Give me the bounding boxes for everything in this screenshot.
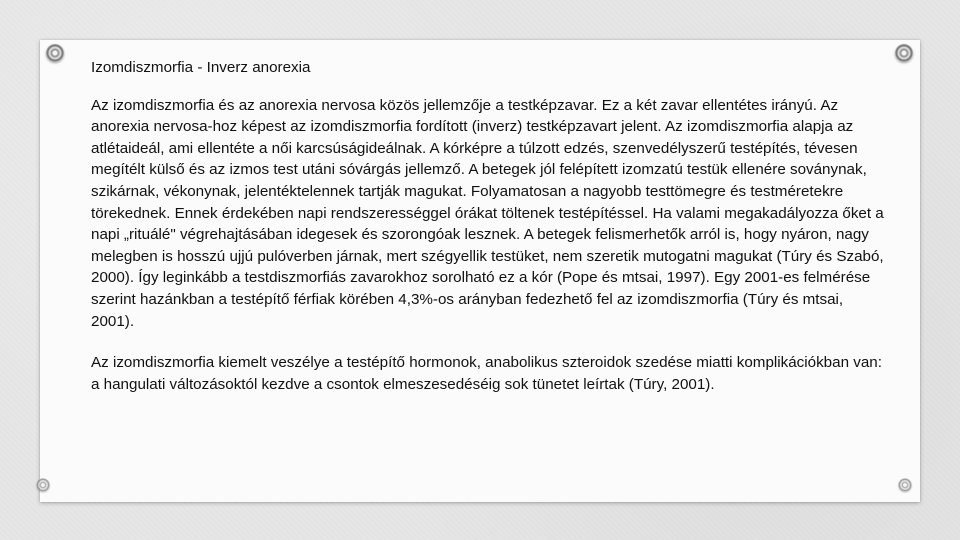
pushpin-icon (898, 478, 912, 492)
body-paragraph-2: Az izomdiszmorfia kiemelt veszélye a testépítő hormonok, anabolikus szteroidok szedése miatti komplikációkban van: a hangulati változásoktól kezdve a csontok elmeszesedéséig sok tünetet leírtak (Túry, 2001). (91, 354, 882, 393)
pushpin-icon (36, 478, 50, 492)
body-paragraph-1: Az izomdiszmorfia és az anorexia nervosa közös jellemzője a testképzavar. Ez a két zavar ellentétes irányú. Az anorexia nervosa-hoz képest az izomdiszmorfia fordított (inverz) testképzavart jelent. Az izomdiszmorfia alapja az atlétaideál, ami ellentéte a női karcsúságideálnak. A kórképre a túlzott edzés, szenvedélyszerű testépítés, tévesen megítélt külső és az izmos test utáni sóvárgás jellemző. A betegek jól felépített izomzatú testük ellenére soványnak, szikárnak, vékonynak, jelentéktelennek tartják magukat. Folyamatosan a nagyobb testtömegre és testméretekre törekednek. Ennek érdekében napi rendszerességgel órákat töltenek testépítéssel. Ha valami megakadályozza őket a napi „rituálé" végrehajtásában idegesek és szorongóak lesznek. A betegek felismerhetők arról is, hogy nyáron, nagy melegben is hosszú ujjú pulóverben járnak, mert szégyellik testüket, nem szeretik mutogatni magukat (Túry és Szabó, 2000). Így leginkább a testdiszmorfiás zavarokhoz sorolható ez a kór (Pope és mtsai, 1997). Egy 2001-es felmérése szerint hazánkban a testépítő férfiak körében 4,3%-os arányban fedezhető fel az izomdiszmorfia (Túry és mtsai, 2001). (91, 96, 884, 330)
pushpin-icon (895, 44, 913, 62)
slide-title: Izomdiszmorfia - Inverz anorexia (91, 59, 311, 76)
slide-content (91, 57, 887, 415)
pushpin-icon (46, 44, 64, 62)
